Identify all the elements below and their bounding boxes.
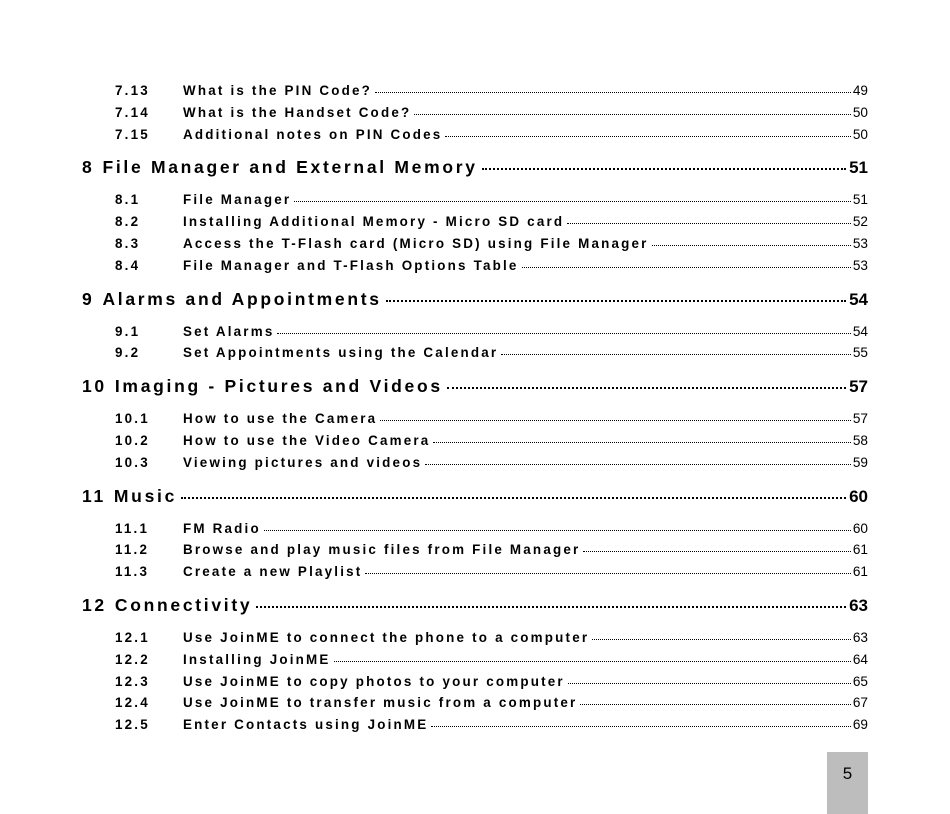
dot-leader: [334, 660, 851, 662]
entry-number: 9.2: [115, 345, 141, 361]
entry-number: 12.2: [115, 651, 150, 667]
dot-leader: [294, 200, 851, 202]
chapter-number: 10: [82, 376, 107, 397]
toc-entry[interactable]: [82, 671, 868, 693]
entry-number: 12.3: [115, 673, 150, 689]
page-number-tab: [827, 752, 868, 814]
toc-entry[interactable]: [82, 102, 868, 124]
dot-leader: [447, 386, 846, 389]
entry-page: 58: [852, 432, 868, 448]
entry-title: Additional notes on PIN Codes: [183, 126, 443, 142]
entry-number: 11.1: [115, 520, 150, 536]
entry-title: Installing Additional Memory - Micro SD card: [183, 214, 565, 230]
entry-title: FM Radio: [183, 520, 261, 536]
entry-title: Create a new Playlist: [183, 564, 363, 580]
entry-page: 65: [852, 673, 868, 689]
entry-title: Set Appointments using the Calendar: [183, 345, 499, 361]
entry-number: 8.1: [115, 192, 141, 208]
entry-number: 10.1: [115, 411, 150, 427]
entry-number: 7.15: [115, 126, 150, 142]
dot-leader: [567, 222, 851, 224]
entry-title: Access the T-Flash card (Micro SD) using File Manager: [183, 235, 649, 251]
toc-entry[interactable]: [82, 649, 868, 671]
toc-entry[interactable]: [82, 627, 868, 649]
toc-entry[interactable]: [82, 692, 868, 714]
entry-title: How to use the Camera: [183, 411, 378, 427]
dot-leader: [583, 550, 850, 552]
entry-number: 8.3: [115, 235, 141, 251]
toc-entry[interactable]: [82, 408, 868, 430]
toc-entry[interactable]: [82, 561, 868, 583]
entry-page: 69: [852, 717, 868, 733]
entry-page: 60: [852, 520, 868, 536]
chapter-page: 63: [849, 595, 868, 615]
chapter-title: Imaging - Pictures and Videos: [114, 376, 443, 397]
entry-page: 53: [852, 235, 868, 251]
toc-chapter[interactable]: [82, 583, 868, 627]
entry-title: Viewing pictures and videos: [183, 454, 423, 470]
chapter-number: 11: [82, 485, 106, 506]
entry-title: Installing JoinME: [183, 651, 331, 667]
toc-entry[interactable]: [82, 233, 868, 255]
entry-number: 8.2: [115, 214, 141, 230]
entry-page: 61: [852, 564, 868, 580]
entry-title: Set Alarms: [183, 323, 275, 339]
chapter-page: 60: [849, 486, 868, 506]
entry-page: 57: [852, 411, 868, 427]
entry-number: 11.3: [115, 564, 150, 580]
chapter-page: 57: [849, 377, 868, 397]
chapter-page: 51: [849, 158, 868, 178]
dot-leader: [256, 605, 846, 608]
chapter-title: Connectivity: [114, 594, 253, 615]
entry-title: Use JoinME to copy photos to your computer: [183, 673, 565, 689]
dot-leader: [501, 353, 851, 355]
entry-page: 67: [852, 695, 868, 711]
entry-number: 12.4: [115, 695, 150, 711]
entry-number: 12.5: [115, 717, 150, 733]
entry-page: 51: [852, 192, 868, 208]
dot-leader: [482, 167, 846, 170]
chapter-number: 9: [82, 288, 95, 309]
chapter-title: Music: [113, 485, 178, 506]
table-of-contents: [82, 80, 868, 736]
entry-page: 61: [852, 542, 868, 558]
entry-page: 52: [852, 214, 868, 230]
entry-page: 49: [852, 83, 868, 98]
entry-title: File Manager and T-Flash Options Table: [183, 257, 519, 273]
dot-leader: [431, 725, 850, 727]
entry-number: 9.1: [115, 323, 141, 339]
toc-entry[interactable]: [82, 452, 868, 474]
toc-entry[interactable]: [82, 430, 868, 452]
toc-entry[interactable]: [82, 211, 868, 233]
toc-entry[interactable]: [82, 321, 868, 343]
entry-page: 64: [852, 651, 868, 667]
toc-entry[interactable]: [82, 124, 868, 146]
dot-leader: [522, 266, 851, 268]
toc-entry[interactable]: [82, 539, 868, 561]
dot-leader: [386, 299, 846, 302]
toc-entry[interactable]: [82, 714, 868, 736]
dot-leader: [277, 332, 850, 334]
entry-page: 50: [852, 126, 868, 142]
dot-leader: [568, 682, 851, 684]
entry-number: 7.14: [115, 104, 150, 120]
dot-leader: [580, 703, 850, 705]
entry-title: Use JoinME to connect the phone to a computer: [183, 629, 590, 645]
entry-number: 11.2: [115, 542, 150, 558]
entry-page: 53: [852, 257, 868, 273]
dot-leader: [380, 419, 851, 421]
toc-entry[interactable]: [82, 518, 868, 540]
entry-title: What is the Handset Code?: [183, 104, 412, 120]
entry-page: 59: [852, 454, 868, 470]
toc-entry[interactable]: [82, 342, 868, 364]
dot-leader: [375, 91, 851, 93]
dot-leader: [365, 572, 850, 574]
toc-entry[interactable]: [82, 80, 868, 102]
chapter-title: File Manager and External Memory: [102, 157, 478, 178]
toc-chapter[interactable]: [82, 145, 868, 189]
dot-leader: [414, 113, 851, 115]
dot-leader: [592, 638, 851, 640]
entry-number: 7.13: [115, 83, 150, 98]
chapter-number: 8: [82, 157, 95, 178]
toc-entry[interactable]: [82, 189, 868, 211]
entry-title: File Manager: [183, 192, 292, 208]
entry-title: What is the PIN Code?: [183, 83, 373, 98]
entry-page: 50: [852, 104, 868, 120]
entry-page: 54: [852, 323, 868, 339]
entry-number: 10.2: [115, 432, 150, 448]
chapter-page: 54: [849, 289, 868, 309]
entry-title: Use JoinME to transfer music from a computer: [183, 695, 578, 711]
entry-title: Browse and play music files from File Manager: [183, 542, 581, 558]
dot-leader: [181, 496, 846, 499]
entry-page: 55: [852, 345, 868, 361]
dot-leader: [433, 441, 850, 443]
toc-chapter[interactable]: [82, 474, 868, 518]
dot-leader: [425, 463, 851, 465]
dot-leader: [264, 529, 851, 531]
entry-number: 8.4: [115, 257, 141, 273]
chapter-title: Alarms and Appointments: [102, 288, 382, 309]
chapter-number: 12: [82, 594, 107, 615]
toc-chapter[interactable]: [82, 277, 868, 321]
dot-leader: [652, 244, 851, 246]
entry-title: Enter Contacts using JoinME: [183, 717, 429, 733]
dot-leader: [445, 135, 850, 137]
page-number: 5: [842, 764, 853, 783]
entry-page: 63: [852, 629, 868, 645]
entry-title: How to use the Video Camera: [183, 432, 431, 448]
entry-number: 10.3: [115, 454, 150, 470]
entry-number: 12.1: [115, 629, 150, 645]
toc-entry[interactable]: [82, 255, 868, 277]
toc-chapter[interactable]: [82, 364, 868, 408]
